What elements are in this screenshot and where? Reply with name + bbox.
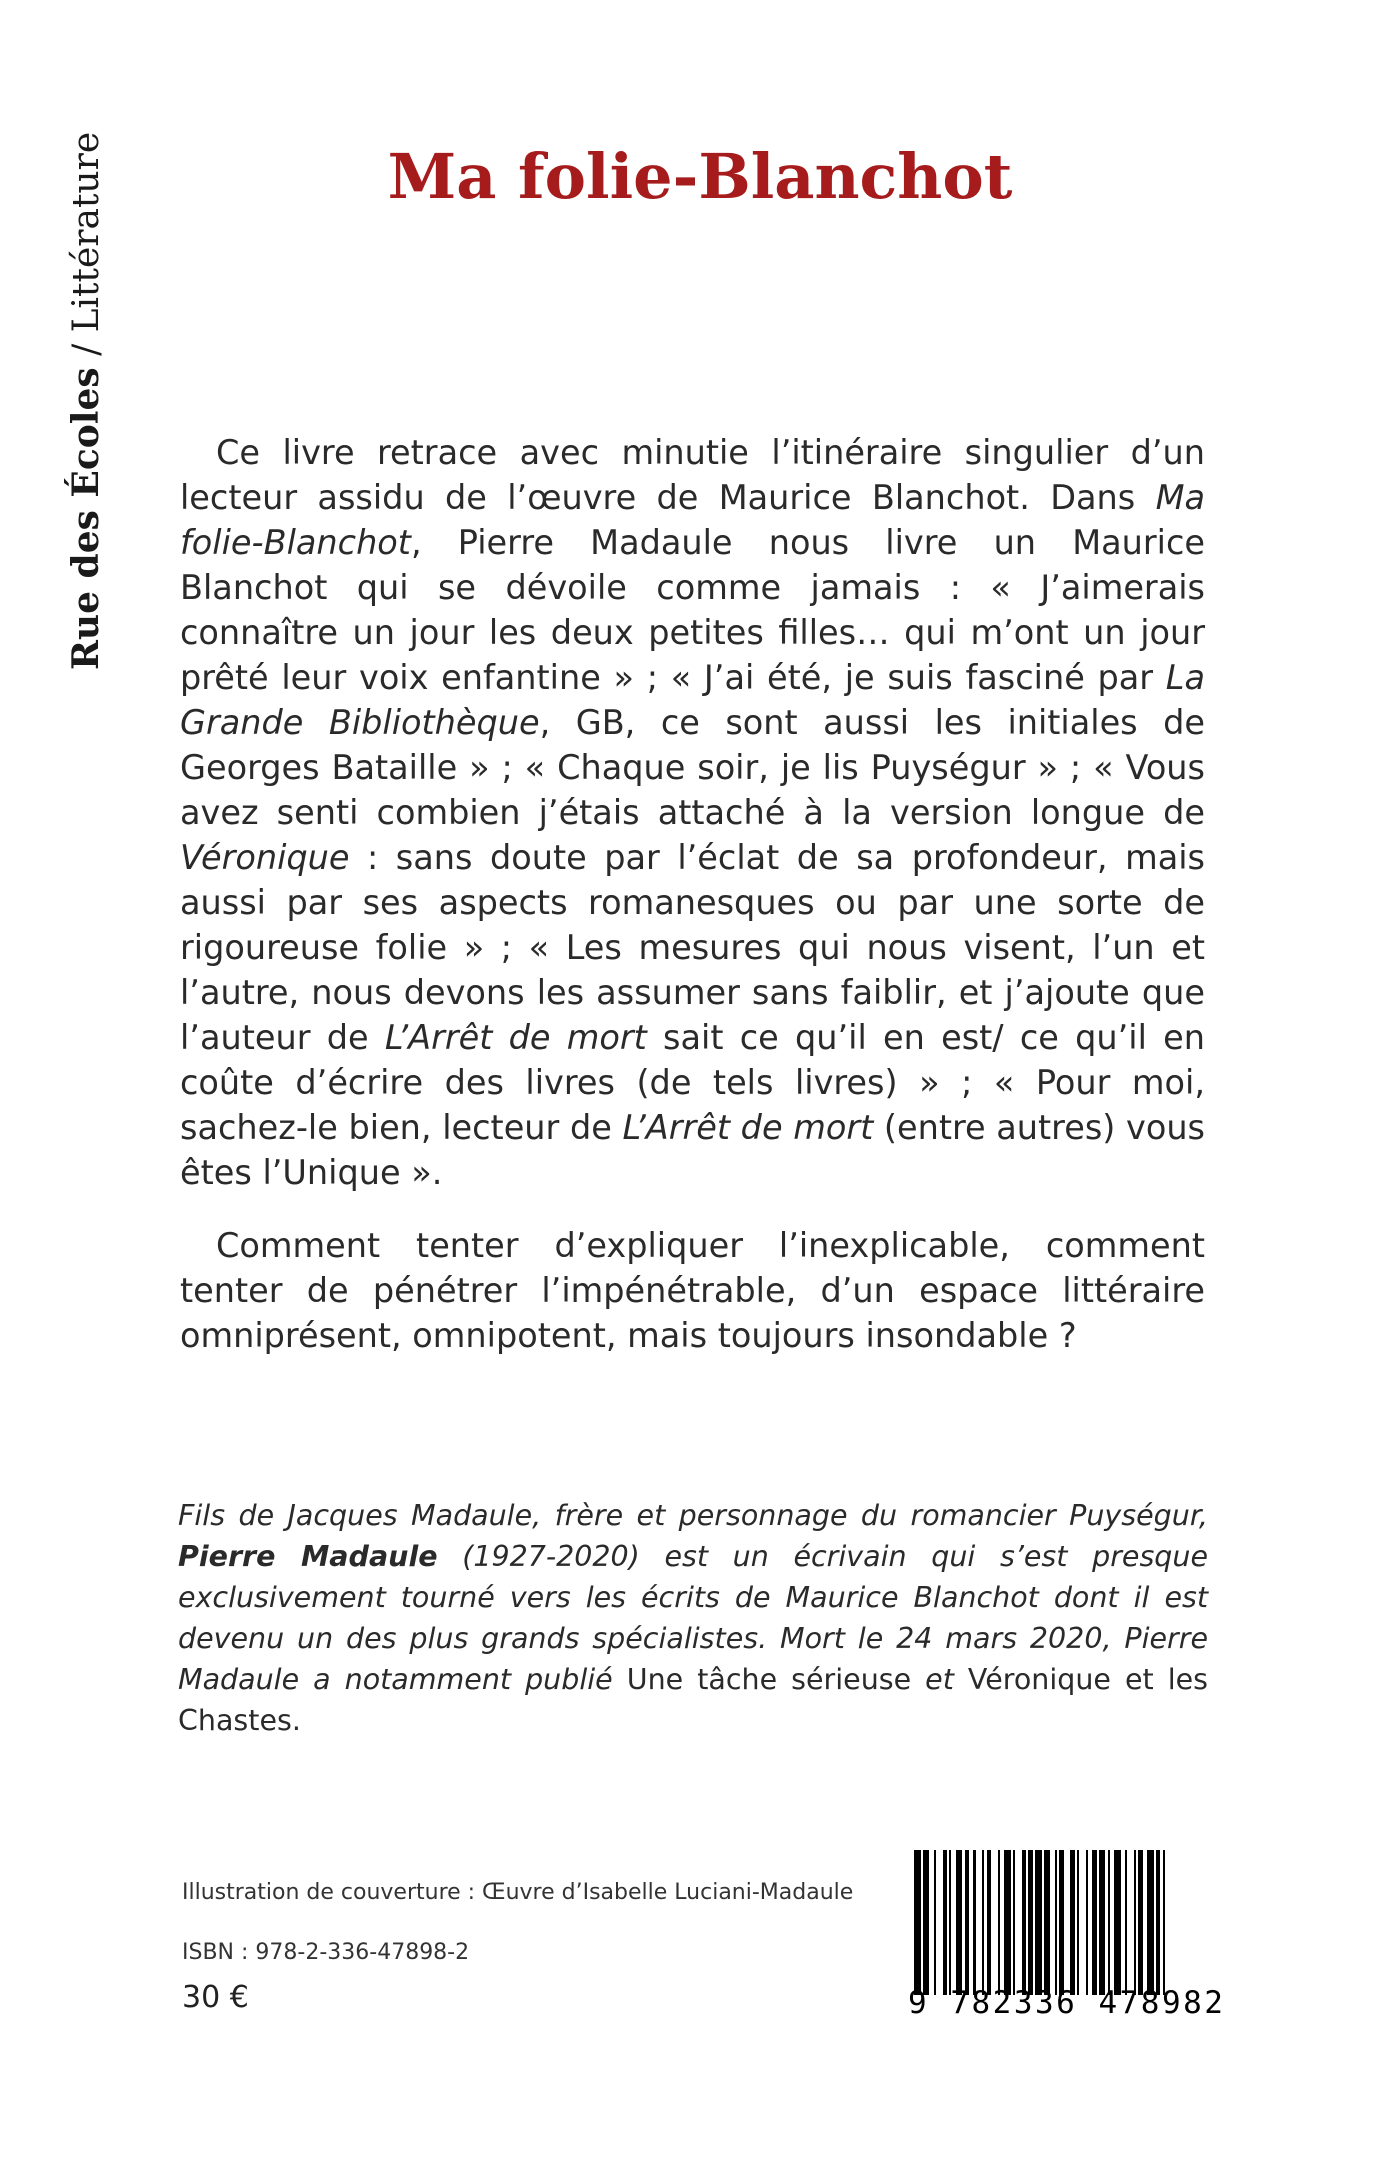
barcode-bar (934, 1850, 936, 1995)
cover-credit: Illustration de couverture : Œuvre d’Isabelle Luciani-Madaule (182, 1880, 854, 1905)
book-title: Ma folie-Blanchot (387, 140, 1013, 213)
barcode-bar (1044, 1850, 1051, 1995)
description-run: sait ce qu’il en est/ ce qu’il en coûte d’écrire des livres (de tels livres) » ; « Pour moi, sachez-le bien, lecteur de (180, 1018, 1205, 1147)
barcode-bar (1086, 1850, 1088, 1995)
description-run: Ma folie-Blanchot (180, 478, 1205, 562)
bio-run: et (911, 1663, 968, 1696)
barcode-bar (1028, 1850, 1032, 1995)
barcode-bar (1055, 1850, 1057, 1995)
bio-run: Fils de Jacques Madaule, frère et personnage du romancier Puységur, (178, 1499, 1208, 1532)
barcode-bars (914, 1850, 1204, 1995)
description-paragraph-2 (180, 1223, 1205, 1358)
barcode-bar (1156, 1850, 1160, 1995)
barcode-bar (923, 1850, 930, 1995)
barcode-bar (943, 1850, 947, 1995)
bio-run: Une tâche sérieuse (626, 1663, 912, 1696)
barcode-bar (1114, 1850, 1121, 1995)
barcode-bar (987, 1850, 991, 1995)
barcode-bar (1134, 1850, 1136, 1995)
barcode-bar (1099, 1850, 1106, 1995)
description-run: Véronique (180, 838, 350, 877)
barcode-bar (1059, 1850, 1063, 1995)
description-run: L’Arrêt de mort (384, 1018, 647, 1057)
barcode-bar (914, 1850, 921, 1995)
isbn: ISBN : 978-2-336-47898-2 (182, 1940, 470, 1965)
barcode-bar (998, 1850, 1000, 1995)
description-run: Comment tenter d’expliquer l’inexplicable, comment tenter de pénétrer l’impénétrable, d’un espace littéraire omniprésent, omnipotent, mais toujours insondable ? (180, 1226, 1205, 1355)
spine-label (38, 90, 107, 670)
barcode-bar (956, 1850, 963, 1995)
series-name: Rue des Écoles (65, 367, 107, 670)
barcode-bar (1035, 1850, 1042, 1995)
description-run: La Grande Bibliothèque (180, 658, 1205, 742)
description-run: : sans doute par l’éclat de sa profondeur, mais aussi par ses aspects romanesques ou par une sorte de rigoureuse folie » ; « Les mesures qui nous visent, l’un et l’autre, nous devons les assumer sans faiblir, et j’ajoute que l’auteur de (180, 838, 1205, 1057)
spine-separator: / (66, 332, 107, 368)
barcode-bar (965, 1850, 969, 1995)
barcode-bar (1108, 1850, 1110, 1995)
spine-text (65, 131, 107, 670)
description-run: Ce livre retrace avec minutie l’itinéraire singulier d’un lecteur assidu de l’œuvre de Maurice Blanchot. Dans (180, 433, 1205, 517)
barcode-bar (1163, 1850, 1165, 1995)
barcode-bar (1013, 1850, 1015, 1995)
barcode-bar (1125, 1850, 1127, 1995)
book-description (180, 430, 1205, 1386)
barcode-bar (1022, 1850, 1026, 1995)
bio-run: Véronique et les Chastes. (178, 1663, 1208, 1737)
barcode-bar (1138, 1850, 1142, 1995)
description-run: L’Arrêt de mort (622, 1108, 874, 1147)
bio-run: (1927-2020) est un écrivain qui s’est presque exclusivement tourné vers les écrits de Maurice Blanchot dont il est devenu un des plus grands spécialistes. Mort le 24 mars 2020, Pierre Madaule a notamment publié (178, 1540, 1208, 1696)
category-name: Littérature (66, 131, 107, 333)
barcode-bar (973, 1850, 975, 1995)
description-run: , Pierre Madaule nous livre un Maurice Blanchot qui se dévoile comme jamais : « J’aimerais connaître un jour les deux petites filles… qui m’ont un jour prêté leur voix enfantine » ; « J’ai été, je suis fasciné par (180, 523, 1205, 697)
description-run: (entre autres) vous êtes l’Unique ». (180, 1108, 1206, 1192)
bio-run: Pierre Madaule (178, 1540, 438, 1573)
barcode-bar (982, 1850, 984, 1995)
author-bio (178, 1495, 1208, 1741)
barcode-bar (949, 1850, 951, 1995)
barcode-digits: 9 782336 478982 (908, 1985, 1226, 2021)
barcode-bar (1092, 1850, 1096, 1995)
price: 30 € (182, 1980, 249, 2015)
description-paragraph-1 (180, 430, 1205, 1195)
barcode-bar (1077, 1850, 1079, 1995)
barcode-bar (1004, 1850, 1011, 1995)
barcode-bar (1147, 1850, 1154, 1995)
barcode (908, 1850, 1226, 2030)
description-run: , GB, ce sont aussi les initiales de Georges Bataille » ; « Chaque soir, je lis Puységur » ; « Vous avez senti combien j’étais attaché à la version longue de (180, 703, 1205, 832)
barcode-bar (1070, 1850, 1074, 1995)
